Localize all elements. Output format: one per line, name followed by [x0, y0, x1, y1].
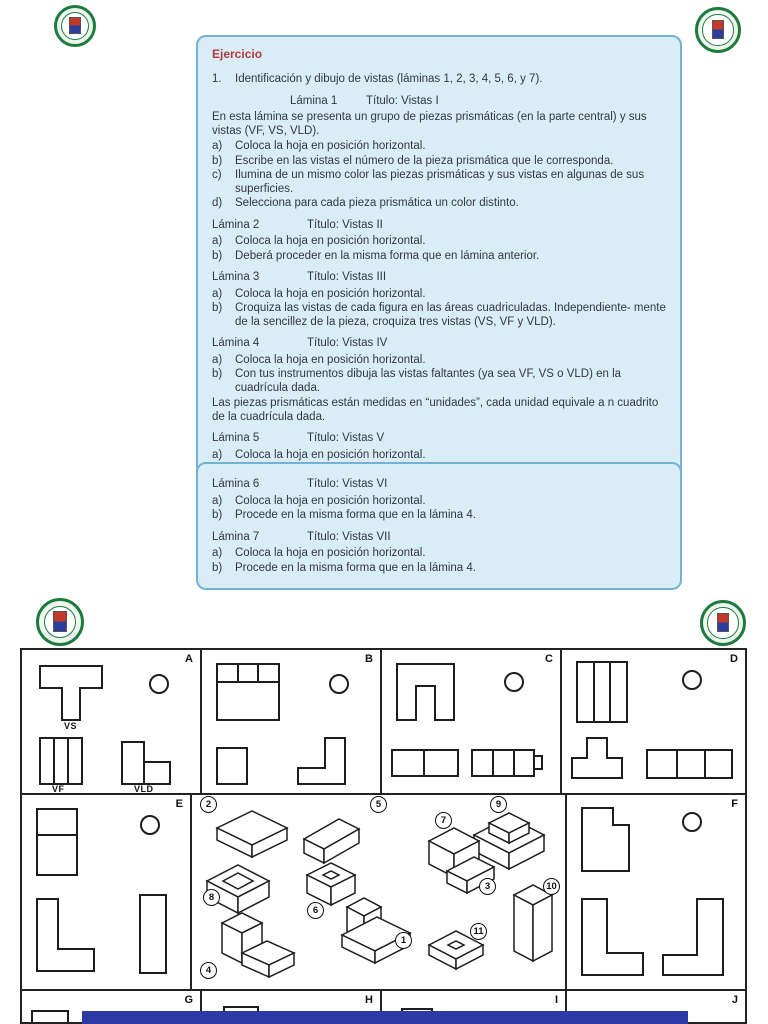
panel-label: H [365, 994, 373, 1006]
piece-number-badge: 6 [307, 902, 324, 919]
step [212, 197, 666, 211]
lamina-3-section [212, 271, 666, 329]
panel-label: E [175, 798, 183, 810]
view-label-vs: VS [64, 721, 78, 731]
panel-label: G [184, 994, 193, 1006]
lamina-title: Título: Vistas VII [307, 530, 391, 543]
answer-circle [150, 675, 168, 693]
exercise-heading: Ejercicio [212, 47, 263, 61]
piece-8-drawing [207, 865, 269, 913]
answer-circle [141, 816, 159, 834]
step-key: b) [212, 561, 223, 574]
lamina-header [212, 271, 666, 285]
panel-e-top-view [37, 809, 77, 875]
lamina-title: Título: Vistas IV [307, 337, 388, 349]
lamina-header [212, 95, 666, 109]
exercise-box [196, 35, 682, 492]
panel-d-bottom-views [572, 738, 732, 778]
step [212, 169, 666, 196]
step-text: Croquiza las vistas de cada figura en las áreas cuadriculadas. Independiente- mente de la sencillez de la pieza, croquiza tres vistas (VS, VF y VLD). [235, 302, 666, 328]
lamina-header [212, 337, 666, 351]
institution-logo [36, 598, 84, 646]
lamina-title: Título: Vistas III [307, 271, 387, 283]
panel-label: C [545, 653, 553, 665]
step-text: Ilumina de un mismo color las piezas prismáticas y sus vistas en algunas de sus superficies. [235, 169, 645, 195]
step-key: b) [212, 302, 223, 314]
item-number: 1. [212, 73, 222, 85]
step [212, 250, 666, 264]
piece-number-badge: 10 [543, 878, 560, 895]
step [212, 547, 666, 561]
logo-emblem [69, 17, 81, 35]
piece-1-drawing [342, 898, 410, 963]
lamina-header [212, 531, 666, 545]
view-label-vld: VLD [134, 784, 154, 794]
step-text: Coloca la hoja en posición horizontal. [235, 353, 426, 366]
panel-b [202, 650, 382, 795]
panel-b-drawing [202, 650, 382, 795]
lamina-title: Título: Vistas II [307, 218, 383, 231]
piece-2-drawing [217, 811, 287, 857]
panel-d-drawing [562, 650, 745, 795]
lamina-name: Lámina 4 [212, 337, 260, 349]
step-key: a) [212, 448, 223, 461]
bottom-blue-bar [82, 1011, 688, 1024]
lamina-header [212, 219, 666, 233]
piece-4-drawing [222, 913, 294, 977]
piece-number-badge: 9 [490, 796, 507, 813]
step-key: c) [212, 169, 222, 181]
answer-circle [683, 813, 701, 831]
step [212, 562, 666, 576]
answer-circle [505, 673, 523, 691]
panel-c [382, 650, 562, 795]
piece-6-drawing [307, 863, 355, 905]
panel-label: B [365, 653, 373, 665]
step-text: Escribe en las vistas el número de la pieza prismática que le corresponda. [235, 154, 614, 167]
step [212, 302, 666, 329]
step-text: Coloca la hoja en posición horizontal. [235, 547, 426, 559]
step-key: a) [212, 353, 223, 366]
piece-5-drawing [304, 819, 359, 863]
logo-emblem [717, 613, 730, 632]
piece-number-badge: 2 [200, 796, 217, 813]
step-key: d) [212, 197, 223, 209]
panel-label: I [554, 994, 558, 1006]
panel-f-bottom-views [582, 899, 723, 975]
piece-number-badge: 8 [203, 889, 220, 906]
lamina-header [212, 478, 666, 492]
institution-logo [695, 7, 741, 53]
lamina-4-section [212, 337, 666, 424]
step-text: Con tus instrumentos dibuja las vistas faltantes (ya sea VF, VS o VLD) en la cuadrícula dada. [235, 368, 622, 394]
step-text: Coloca la hoja en posición horizontal. [235, 448, 426, 461]
panel-d-top-view [577, 662, 627, 722]
panel-f [567, 795, 745, 991]
step-text: Procede en la misma forma que en la lámina 4. [235, 509, 476, 521]
panel-e-bottom-views [37, 895, 166, 973]
answer-circle [683, 671, 701, 689]
lamina-name: Lámina 3 [212, 271, 260, 283]
panel-label: F [731, 798, 738, 810]
piece-number-badge: 4 [200, 962, 217, 979]
lamina-note: Las piezas prismáticas están medidas en “unidades”, cada unidad equivale a n cuadrito de la cuadrícula dada. [212, 397, 659, 423]
step [212, 495, 666, 509]
worksheet-lamina [20, 648, 747, 1024]
answer-circle [330, 675, 348, 693]
lamina-title: Título: Vistas V [307, 432, 385, 444]
panel-f-drawing [567, 795, 745, 991]
panel-e [22, 795, 192, 991]
lamina-2-section [212, 219, 666, 264]
step-key: a) [212, 494, 223, 507]
step-key: a) [212, 547, 223, 559]
panel-e-drawing [22, 795, 192, 991]
lamina-title: Título: Vistas I [366, 94, 439, 107]
panel-a-vf-view [40, 738, 82, 784]
piece-9-drawing [474, 813, 544, 869]
step-key: a) [212, 235, 223, 247]
step [212, 288, 666, 302]
step-text: Procede en la misma forma que en la lámina 4. [235, 561, 476, 574]
logo-emblem [53, 611, 66, 631]
panel-f-top-view [582, 808, 629, 871]
isometric-pieces-drawing [192, 795, 567, 991]
panel-label: J [731, 994, 738, 1006]
step-text: Coloca la hoja en posición horizontal. [235, 140, 426, 152]
step [212, 368, 666, 395]
lamina-name: Lámina 7 [212, 530, 260, 543]
institution-logo [700, 600, 746, 646]
lamina-intro: En esta lámina se presenta un grupo de piezas prismáticas (en la parte central) y sus vistas (VF, VS, VLD). [212, 111, 647, 137]
piece-number-badge: 1 [395, 932, 412, 949]
piece-number-badge: 3 [479, 878, 496, 895]
lamina-name: Lámina 6 [212, 478, 260, 490]
piece-number-badge: 7 [435, 812, 452, 829]
step [212, 509, 666, 523]
panel-b-bottom-views [217, 738, 345, 784]
panel-label: D [730, 653, 738, 665]
lamina-6-section [212, 478, 666, 523]
step-text: Coloca la hoja en posición horizontal. [235, 235, 426, 247]
step-text: Coloca la hoja en posición horizontal. [235, 494, 426, 507]
step-text: Deberá proceder en la misma forma que en lámina anterior. [235, 249, 540, 262]
exercise-item [212, 73, 666, 87]
panel-a [22, 650, 202, 795]
institution-logo [54, 5, 96, 47]
panel-a-vld-view [122, 742, 170, 784]
panel-c-top-view [397, 664, 454, 720]
lamina-7-section [212, 531, 666, 576]
panel-label: A [185, 653, 193, 665]
panel-c-drawing [382, 650, 562, 795]
step-key: a) [212, 287, 223, 300]
step-key: a) [212, 140, 223, 152]
panel-c-bottom-views [392, 750, 542, 776]
step-key: b) [212, 368, 223, 380]
lamina-name: Lámina 1 [290, 94, 338, 107]
lamina-name: Lámina 5 [212, 432, 260, 444]
step-key: b) [212, 154, 223, 167]
step-text: Coloca la hoja en posición horizontal. [235, 287, 426, 300]
view-label-vf: VF [52, 784, 65, 794]
exercise-box-continued [196, 462, 682, 590]
step [212, 140, 666, 154]
step [212, 155, 666, 169]
panel-a-drawing [22, 650, 202, 795]
lamina-name: Lámina 2 [212, 218, 260, 231]
step-key: b) [212, 509, 223, 521]
piece-number-badge: 5 [370, 796, 387, 813]
step [212, 235, 666, 249]
step-key: b) [212, 249, 223, 262]
panel-b-top-view [217, 664, 279, 720]
step [212, 354, 666, 368]
item-text: Identificación y dibujo de vistas (láminas 1, 2, 3, 4, 5, 6, y 7). [235, 73, 543, 85]
lamina-header [212, 432, 666, 446]
piece-number-badge: 11 [470, 923, 487, 940]
lamina-1-section [212, 95, 666, 211]
piece-10-drawing [514, 885, 552, 961]
logo-emblem [712, 20, 725, 39]
lamina-title: Título: Vistas VI [307, 478, 388, 490]
step-text: Selecciona para cada pieza prismática un color distinto. [235, 197, 519, 209]
panel-d [562, 650, 745, 795]
panel-a-vs-view [40, 666, 102, 720]
isometric-pieces-area [192, 795, 567, 991]
step [212, 449, 666, 463]
